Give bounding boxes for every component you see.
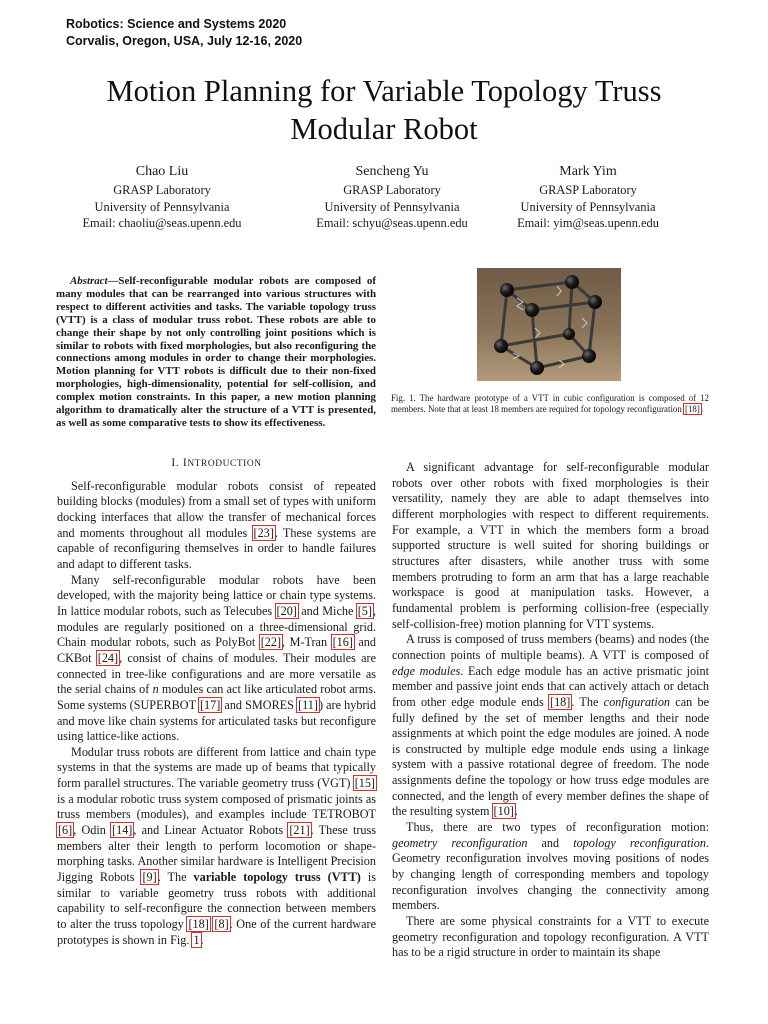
- paragraph: Many self-reconfigurable modular robots have been developed, with the majority being lattice or chain type systems. In lattice modular robots, such as Telecubes [20] and Miche [5], modules are regularly positioned on a three-dimensional grid. Chain modular robots, such as PolyBot [22], M-Tran [16] and CKBot [24], consist of chains of modules. Their modules are connected in tree-like configurations and are more versatile as the serial chains of n modules can act like articulated robot arms. Some systems (SUPERBOT [17] and SMORES [11]) are hybrid and move like chain systems for articulated tasks but reconfigure using lattice-like actions.: [57, 572, 377, 744]
- venue-line-1: Robotics: Science and Systems 2020: [66, 17, 287, 31]
- paragraph: A truss is composed of truss members (beams) and nodes (the connection points of multiple beams). A VTT is composed of edge modules. Each edge module has an active prismatic joint member and passive joint ends that can actively attach or detach from other edge module ends [18]. The configuration can be fully defined by the set of member lengths and their node assignments at which point the edge modules are joined. A node is constructed by multiple edge module ends using a linkage system with a passive rotational degree of freedom. The node assignments define the topology or how truss edge modules are connected, and the length of every member defines the shape of the resulting system [10].: [392, 632, 709, 819]
- citation-link[interactable]: [14]: [112, 823, 133, 838]
- author-3: [468, 163, 708, 232]
- citation-link[interactable]: [10]: [493, 804, 514, 819]
- paragraph: Self-reconfigurable modular robots consist of repeated building blocks (modules) from a small set of types with uniform docking interfaces that allow the transfer of mechanical forces and moments throughout all modules [23]. These systems are capable of reconfiguring themselves in order to handle failures and adapt to different tasks.: [57, 478, 376, 571]
- citation-link[interactable]: [24]: [97, 650, 119, 665]
- author-lab: GRASP Laboratory: [539, 183, 637, 197]
- author-name: Chao Liu: [135, 164, 189, 179]
- citation-link[interactable]: [22]: [260, 635, 282, 650]
- citation-link[interactable]: [5]: [357, 603, 372, 618]
- author-email: Email: chaoliu@seas.upenn.edu: [82, 216, 242, 230]
- citation-link[interactable]: [8]: [214, 917, 229, 932]
- term-vtt: variable topology truss (VTT): [193, 870, 361, 885]
- vtt-robot-photo: [477, 268, 621, 381]
- citation-link[interactable]: [18]: [550, 694, 571, 709]
- paper-title: [40, 72, 728, 148]
- conference-header: [66, 16, 302, 50]
- paragraph: A significant advantage for self-reconfigurable modular robots over other robots with fixed morphologies is their versatility, namely they are able to adapt themselves into different morphologies with respect to different requirements. For example, a VTT in which the members form a broad supported structure is well suited for shoring buildings or structures after disasters, while another truss with some members protruding to form an arm that has a large reachable workspace is good at manipulation tasks. However, a fundamental problem is performing collision-free (especially self-collision-free) motion planning for VTT systems.: [392, 460, 709, 631]
- author-lab: GRASP Laboratory: [343, 183, 441, 197]
- paragraph: Thus, there are two types of reconfiguration motion: geometry reconfiguration and topology reconfiguration. Geometry reconfiguration involves moving positions of nodes by changing length of corresponding members and topology reconfiguration involves changing the connectivity among members.: [392, 820, 709, 913]
- citation-link[interactable]: [11]: [298, 697, 318, 712]
- paragraph: There are some physical constraints for a VTT to execute geometry reconfiguration and topology reconfiguration. A VTT has to be a rigid structure in order to maintain its shape: [392, 914, 709, 960]
- author-email: Email: schyu@seas.upenn.edu: [316, 216, 468, 230]
- title-line-2: Modular Robot: [290, 112, 478, 146]
- citation-link[interactable]: [21]: [289, 823, 310, 838]
- left-column: [57, 455, 376, 948]
- author-name: Mark Yim: [559, 164, 617, 179]
- citation-link[interactable]: [17]: [199, 697, 221, 712]
- citation-link[interactable]: [20]: [276, 603, 297, 618]
- venue-line-2: Corvalis, Oregon, USA, July 12-16, 2020: [66, 34, 303, 48]
- citation-link[interactable]: [15]: [354, 776, 375, 791]
- right-column: [392, 460, 709, 961]
- abstract: [56, 275, 376, 430]
- author-1: [42, 163, 282, 232]
- author-name: Sencheng Yu: [355, 164, 429, 179]
- author-university: University of Pennsylvania: [520, 199, 656, 214]
- citation-link[interactable]: [9]: [142, 870, 157, 885]
- author-lab: GRASP Laboratory: [113, 183, 211, 197]
- figure-1-caption: Fig. 1. The hardware prototype of a VTT in cubic configuration is composed of 12 members. Note that at least 18 members are required for topology reconfiguration [18].: [391, 393, 709, 415]
- paragraph: Modular truss robots are different from lattice and chain type systems in that the systems are made up of beams that typically form parallel structures. The variable geometry truss (VGT) [15] is a modular robotic truss system composed of prismatic joints as truss members (modules), and examples include TETROBOT [6], Odin [14], and Linear Actuator Robots [21]. These truss members alter their length to perform locomotion or shape-morphing tasks. Another similar hardware is Intelligent Precision Jigging Robots [9]. The variable topology truss (VTT) is similar to variable geometry truss robots with additional capability to self-reconfigure the connection between members to alter the truss topology [18] [8]. One of the current hardware prototypes is shown in Fig. 1.: [57, 744, 377, 947]
- figure-link[interactable]: 1: [193, 932, 200, 947]
- abstract-text: —Self-reconfigurable modular robots are composed of many modules that can be rearranged into various structures with respect to different activities and tasks. The variable topology truss (VTT) is a class of modular truss robot. These robots are able to change their shape by not only controlling joint positions which is similar to robots with fixed morphologies, but also reconfiguring the connections among modules in order to change their morphologies. Motion planning for VTT robots is difficult due to their non-fixed morphologies, high-dimensionality, potential for self-collision, and complex motion constraints. In this paper, a new motion planning algorithm to dramatically alter the structure of a VTT is presented, as well as some comparative tests to show its effectiveness.: [56, 275, 376, 429]
- citation-link[interactable]: [6]: [58, 823, 73, 838]
- citation-link[interactable]: [23]: [253, 525, 274, 540]
- figure-1-photo: [477, 268, 621, 381]
- abstract-label: Abstract: [70, 275, 108, 287]
- author-university: University of Pennsylvania: [94, 199, 230, 214]
- citation-link[interactable]: [18]: [188, 917, 209, 932]
- caption-text: The hardware prototype of a VTT in cubic configuration is composed of 12 members. Note that at least 18 members are required for topology reconfiguration: [391, 393, 709, 415]
- caption-label: Fig. 1.: [391, 393, 416, 403]
- citation-link[interactable]: [18]: [685, 404, 700, 415]
- author-email: Email: yim@seas.upenn.edu: [517, 216, 659, 230]
- abstract-paragraph: [56, 275, 376, 430]
- section-heading: I. INTRODUCTION: [171, 456, 262, 469]
- author-university: University of Pennsylvania: [324, 199, 460, 214]
- title-line-1: Motion Planning for Variable Topology Truss: [106, 74, 662, 108]
- citation-link[interactable]: [16]: [332, 635, 353, 650]
